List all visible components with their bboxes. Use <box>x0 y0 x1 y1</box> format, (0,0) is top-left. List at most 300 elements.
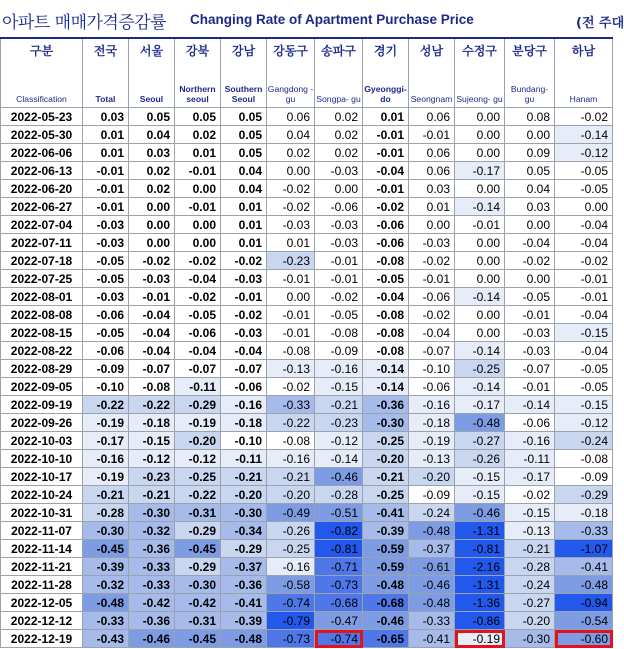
cell-gyeonggi: -0.08 <box>363 324 409 342</box>
cell-gyeonggi: -0.68 <box>363 594 409 612</box>
cell-sujeong: -0.14 <box>455 288 505 306</box>
cell-seoul: -0.46 <box>129 630 175 648</box>
cell-gyeonggi: -0.39 <box>363 522 409 540</box>
cell-total: -0.05 <box>83 270 129 288</box>
cell-bundang: 0.03 <box>505 198 555 216</box>
cell-seongnam: -0.02 <box>409 306 455 324</box>
table-row <box>1 414 613 432</box>
cell-songpa: -0.03 <box>315 162 363 180</box>
cell-gyeonggi: -0.01 <box>363 144 409 162</box>
cell-bundang: -0.28 <box>505 558 555 576</box>
row-date: 2022-05-30 <box>1 126 83 144</box>
cell-southern-seoul: 0.01 <box>221 198 267 216</box>
cell-seoul: -0.32 <box>129 522 175 540</box>
cell-seoul: 0.00 <box>129 234 175 252</box>
cell-bundang: -0.24 <box>505 576 555 594</box>
cell-hanam: -0.15 <box>555 396 613 414</box>
row-date: 2022-10-17 <box>1 468 83 486</box>
row-date: 2022-07-18 <box>1 252 83 270</box>
cell-songpa: -0.73 <box>315 576 363 594</box>
cell-northern-seoul: -0.45 <box>175 630 221 648</box>
cell-seongnam: 0.06 <box>409 144 455 162</box>
cell-northern-seoul: -0.30 <box>175 576 221 594</box>
header-en: Sujeong- gu <box>456 94 503 104</box>
header-ko: 강남 <box>231 44 256 58</box>
table-row <box>1 198 613 216</box>
header-ko: 분당구 <box>512 44 547 58</box>
cell-gyeonggi: -0.06 <box>363 234 409 252</box>
cell-gyeonggi: -0.04 <box>363 288 409 306</box>
cell-sujeong: 0.00 <box>455 234 505 252</box>
cell-songpa: -0.71 <box>315 558 363 576</box>
cell-bundang: 0.04 <box>505 180 555 198</box>
cell-northern-seoul: 0.01 <box>175 144 221 162</box>
cell-seongnam: -0.13 <box>409 450 455 468</box>
cell-total: -0.22 <box>83 396 129 414</box>
cell-hanam: -0.14 <box>555 126 613 144</box>
cell-northern-seoul: -0.02 <box>175 252 221 270</box>
table-row <box>1 306 613 324</box>
cell-gangdong: -0.25 <box>267 540 315 558</box>
cell-gangdong: -0.58 <box>267 576 315 594</box>
cell-hanam: -0.05 <box>555 180 613 198</box>
cell-songpa: -0.81 <box>315 540 363 558</box>
cell-seongnam: -0.10 <box>409 360 455 378</box>
table-row <box>1 126 613 144</box>
cell-seongnam: -0.06 <box>409 288 455 306</box>
cell-sujeong: -0.48 <box>455 414 505 432</box>
cell-total: -0.43 <box>83 630 129 648</box>
cell-gangdong: -0.23 <box>267 252 315 270</box>
header-ko: 수정구 <box>462 44 497 58</box>
row-date: 2022-10-31 <box>1 504 83 522</box>
cell-songpa: -0.51 <box>315 504 363 522</box>
header-hanam <box>555 38 613 108</box>
cell-total: -0.01 <box>83 180 129 198</box>
cell-seoul: -0.42 <box>129 594 175 612</box>
cell-seongnam: -0.06 <box>409 378 455 396</box>
cell-sujeong: -0.15 <box>455 486 505 504</box>
row-date: 2022-12-19 <box>1 630 83 648</box>
header-en: Seongnam <box>410 94 453 104</box>
row-date: 2022-06-27 <box>1 198 83 216</box>
header-en: Gyeonggi-do <box>364 84 407 104</box>
cell-seongnam: -0.19 <box>409 432 455 450</box>
cell-southern-seoul: -0.20 <box>221 486 267 504</box>
header-en: Songpa- gu <box>316 94 361 104</box>
cell-hanam: -0.12 <box>555 144 613 162</box>
row-date: 2022-12-05 <box>1 594 83 612</box>
cell-gangdong: -0.33 <box>267 396 315 414</box>
cell-gangdong: 0.00 <box>267 162 315 180</box>
cell-bundang: -0.02 <box>505 486 555 504</box>
cell-seoul: 0.00 <box>129 216 175 234</box>
cell-southern-seoul: -0.03 <box>221 324 267 342</box>
table-row <box>1 234 613 252</box>
cell-total: -0.33 <box>83 612 129 630</box>
cell-bundang: -0.20 <box>505 612 555 630</box>
cell-seongnam: -0.48 <box>409 522 455 540</box>
cell-songpa: -0.02 <box>315 288 363 306</box>
table-row <box>1 468 613 486</box>
header-bundang <box>505 38 555 108</box>
cell-southern-seoul: -0.01 <box>221 288 267 306</box>
cell-seoul: 0.04 <box>129 126 175 144</box>
cell-southern-seoul: -0.18 <box>221 414 267 432</box>
cell-bundang: -0.03 <box>505 342 555 360</box>
cell-total: -0.05 <box>83 324 129 342</box>
cell-gangdong: 0.04 <box>267 126 315 144</box>
cell-hanam: -0.04 <box>555 234 613 252</box>
header-classification-en: Classification <box>16 94 67 104</box>
cell-sujeong: -0.17 <box>455 396 505 414</box>
cell-hanam: -0.05 <box>555 360 613 378</box>
cell-southern-seoul: 0.05 <box>221 108 267 126</box>
cell-total: -0.05 <box>83 252 129 270</box>
cell-southern-seoul: -0.06 <box>221 378 267 396</box>
cell-total: -0.03 <box>83 216 129 234</box>
cell-seoul: -0.08 <box>129 378 175 396</box>
table-row <box>1 144 613 162</box>
cell-southern-seoul: -0.37 <box>221 558 267 576</box>
table-row <box>1 360 613 378</box>
cell-hanam: -0.02 <box>555 252 613 270</box>
cell-southern-seoul: 0.05 <box>221 144 267 162</box>
cell-southern-seoul: -0.36 <box>221 576 267 594</box>
header-ko: 서울 <box>139 44 164 58</box>
cell-hanam: -0.33 <box>555 522 613 540</box>
cell-southern-seoul: -0.04 <box>221 342 267 360</box>
cell-songpa: -0.23 <box>315 414 363 432</box>
cell-gyeonggi: -0.59 <box>363 558 409 576</box>
cell-southern-seoul: 0.04 <box>221 180 267 198</box>
cell-seongnam: -0.41 <box>409 630 455 648</box>
cell-gyeonggi: -0.08 <box>363 342 409 360</box>
cell-total: -0.06 <box>83 342 129 360</box>
cell-gangdong: -0.02 <box>267 198 315 216</box>
cell-northern-seoul: -0.42 <box>175 594 221 612</box>
cell-hanam: -0.15 <box>555 324 613 342</box>
cell-bundang: -0.07 <box>505 360 555 378</box>
cell-gyeonggi: -0.06 <box>363 216 409 234</box>
cell-seongnam: -0.04 <box>409 324 455 342</box>
cell-sujeong: -0.27 <box>455 432 505 450</box>
cell-gangdong: -0.08 <box>267 342 315 360</box>
cell-sujeong: 0.00 <box>455 108 505 126</box>
header-seongnam <box>409 38 455 108</box>
cell-gangdong: -0.01 <box>267 306 315 324</box>
table-row <box>1 612 613 630</box>
cell-northern-seoul: -0.11 <box>175 378 221 396</box>
cell-sujeong: -0.25 <box>455 360 505 378</box>
cell-bundang: -0.06 <box>505 414 555 432</box>
cell-total: -0.32 <box>83 576 129 594</box>
row-date: 2022-06-20 <box>1 180 83 198</box>
table-row <box>1 594 613 612</box>
cell-total: -0.01 <box>83 198 129 216</box>
cell-southern-seoul: -0.03 <box>221 270 267 288</box>
cell-songpa: -0.01 <box>315 270 363 288</box>
cell-seoul: -0.03 <box>129 270 175 288</box>
cell-bundang: -0.17 <box>505 468 555 486</box>
cell-gangdong: -0.16 <box>267 558 315 576</box>
cell-gyeonggi: -0.05 <box>363 270 409 288</box>
cell-hanam: -0.18 <box>555 504 613 522</box>
cell-songpa: -0.21 <box>315 396 363 414</box>
row-date: 2022-10-10 <box>1 450 83 468</box>
cell-seongnam: 0.00 <box>409 216 455 234</box>
cell-sujeong: -0.14 <box>455 378 505 396</box>
cell-bundang: -0.14 <box>505 396 555 414</box>
cell-northern-seoul: -0.07 <box>175 360 221 378</box>
cell-gyeonggi: -0.25 <box>363 432 409 450</box>
cell-total: -0.06 <box>83 306 129 324</box>
cell-northern-seoul: -0.04 <box>175 342 221 360</box>
header-ko: 강북 <box>185 44 210 58</box>
row-date: 2022-06-13 <box>1 162 83 180</box>
cell-northern-seoul: -0.22 <box>175 486 221 504</box>
cell-seongnam: -0.03 <box>409 234 455 252</box>
header-row <box>1 38 613 108</box>
cell-hanam: -0.48 <box>555 576 613 594</box>
cell-gangdong: -0.74 <box>267 594 315 612</box>
cell-seongnam: -0.18 <box>409 414 455 432</box>
price-change-table <box>0 37 613 648</box>
cell-northern-seoul: 0.00 <box>175 216 221 234</box>
cell-songpa: 0.02 <box>315 144 363 162</box>
header-classification-ko: 구분 <box>29 44 54 58</box>
header-ko: 경기 <box>373 44 398 58</box>
cell-northern-seoul: -0.25 <box>175 468 221 486</box>
cell-southern-seoul: -0.16 <box>221 396 267 414</box>
header-ko: 하남 <box>571 44 596 58</box>
cell-gangdong: -0.02 <box>267 180 315 198</box>
cell-bundang: -0.01 <box>505 378 555 396</box>
cell-hanam: -0.60 <box>555 630 613 648</box>
cell-total: 0.03 <box>83 108 129 126</box>
cell-hanam: -0.01 <box>555 270 613 288</box>
cell-seongnam: -0.46 <box>409 576 455 594</box>
cell-sujeong: -0.81 <box>455 540 505 558</box>
cell-gyeonggi: -0.48 <box>363 576 409 594</box>
cell-sujeong: -0.19 <box>455 630 505 648</box>
cell-seoul: -0.23 <box>129 468 175 486</box>
cell-seoul: -0.01 <box>129 288 175 306</box>
cell-sujeong: 0.00 <box>455 306 505 324</box>
cell-seongnam: -0.24 <box>409 504 455 522</box>
cell-hanam: -0.08 <box>555 450 613 468</box>
header-northern-seoul <box>175 38 221 108</box>
cell-northern-seoul: -0.31 <box>175 504 221 522</box>
cell-seoul: -0.33 <box>129 576 175 594</box>
table-row <box>1 450 613 468</box>
row-date: 2022-05-23 <box>1 108 83 126</box>
cell-bundang: -0.16 <box>505 432 555 450</box>
table-row <box>1 558 613 576</box>
cell-gangdong: -0.73 <box>267 630 315 648</box>
cell-seoul: -0.02 <box>129 252 175 270</box>
cell-seongnam: -0.61 <box>409 558 455 576</box>
header-sujeong <box>455 38 505 108</box>
row-date: 2022-11-14 <box>1 540 83 558</box>
cell-gyeonggi: -0.02 <box>363 198 409 216</box>
cell-seongnam: 0.01 <box>409 198 455 216</box>
table-row <box>1 270 613 288</box>
cell-sujeong: -2.16 <box>455 558 505 576</box>
header-en: Gangdong -gu <box>267 84 314 104</box>
row-date: 2022-09-26 <box>1 414 83 432</box>
cell-northern-seoul: -0.45 <box>175 540 221 558</box>
row-date: 2022-11-21 <box>1 558 83 576</box>
cell-gyeonggi: -0.25 <box>363 486 409 504</box>
cell-bundang: -0.02 <box>505 252 555 270</box>
cell-songpa: -0.09 <box>315 342 363 360</box>
cell-seoul: -0.18 <box>129 414 175 432</box>
cell-hanam: -0.04 <box>555 342 613 360</box>
header-en: Southern Seoul <box>224 84 263 104</box>
row-date: 2022-09-19 <box>1 396 83 414</box>
table-row <box>1 108 613 126</box>
cell-seoul: -0.33 <box>129 558 175 576</box>
cell-total: -0.21 <box>83 486 129 504</box>
cell-total: -0.17 <box>83 432 129 450</box>
cell-total: -0.39 <box>83 558 129 576</box>
row-date: 2022-07-25 <box>1 270 83 288</box>
header-en: Northern seoul <box>179 84 216 104</box>
header-ko: 전국 <box>93 44 118 58</box>
cell-hanam: -0.29 <box>555 486 613 504</box>
cell-bundang: -0.11 <box>505 450 555 468</box>
cell-total: -0.19 <box>83 468 129 486</box>
cell-gyeonggi: -0.01 <box>363 180 409 198</box>
cell-sujeong: 0.00 <box>455 126 505 144</box>
cell-sujeong: 0.00 <box>455 324 505 342</box>
header-ko: 성남 <box>419 44 444 58</box>
table-row <box>1 288 613 306</box>
cell-gangdong: -0.22 <box>267 414 315 432</box>
header-songpa <box>315 38 363 108</box>
cell-total: -0.09 <box>83 360 129 378</box>
cell-hanam: -0.24 <box>555 432 613 450</box>
cell-total: -0.48 <box>83 594 129 612</box>
cell-gyeonggi: -0.14 <box>363 360 409 378</box>
cell-northern-seoul: -0.06 <box>175 324 221 342</box>
cell-sujeong: 0.00 <box>455 252 505 270</box>
cell-seoul: -0.21 <box>129 486 175 504</box>
cell-seoul: -0.30 <box>129 504 175 522</box>
cell-northern-seoul: -0.20 <box>175 432 221 450</box>
cell-seoul: 0.05 <box>129 108 175 126</box>
row-date: 2022-10-03 <box>1 432 83 450</box>
cell-gyeonggi: -0.08 <box>363 306 409 324</box>
table-row <box>1 342 613 360</box>
cell-gyeonggi: -0.36 <box>363 396 409 414</box>
cell-songpa: -0.08 <box>315 324 363 342</box>
header-gangdong <box>267 38 315 108</box>
cell-southern-seoul: -0.34 <box>221 522 267 540</box>
cell-northern-seoul: -0.29 <box>175 558 221 576</box>
cell-sujeong: -0.01 <box>455 216 505 234</box>
cell-sujeong: -1.31 <box>455 576 505 594</box>
cell-hanam: -1.07 <box>555 540 613 558</box>
cell-bundang: -0.03 <box>505 324 555 342</box>
table-body <box>1 108 613 648</box>
cell-bundang: 0.00 <box>505 270 555 288</box>
cell-seongnam: -0.02 <box>409 252 455 270</box>
cell-northern-seoul: -0.01 <box>175 162 221 180</box>
cell-gangdong: -0.26 <box>267 522 315 540</box>
cell-total: -0.01 <box>83 162 129 180</box>
cell-total: -0.19 <box>83 414 129 432</box>
title-english: Changing Rate of Apartment Purchase Price <box>190 12 474 27</box>
cell-bundang: 0.09 <box>505 144 555 162</box>
cell-hanam: -0.02 <box>555 108 613 126</box>
table-row <box>1 522 613 540</box>
cell-southern-seoul: 0.04 <box>221 162 267 180</box>
cell-gangdong: -0.79 <box>267 612 315 630</box>
row-date: 2022-08-29 <box>1 360 83 378</box>
row-date: 2022-09-05 <box>1 378 83 396</box>
cell-northern-seoul: -0.05 <box>175 306 221 324</box>
cell-southern-seoul: 0.01 <box>221 234 267 252</box>
header-total <box>83 38 129 108</box>
cell-southern-seoul: -0.41 <box>221 594 267 612</box>
cell-sujeong: -0.46 <box>455 504 505 522</box>
cell-gangdong: -0.49 <box>267 504 315 522</box>
cell-gangdong: -0.08 <box>267 432 315 450</box>
cell-gyeonggi: 0.01 <box>363 108 409 126</box>
cell-sujeong: 0.00 <box>455 270 505 288</box>
header-en: Hanam <box>569 94 598 104</box>
header-southern-seoul <box>221 38 267 108</box>
cell-total: 0.01 <box>83 144 129 162</box>
cell-sujeong: 0.00 <box>455 144 505 162</box>
cell-southern-seoul: -0.11 <box>221 450 267 468</box>
cell-southern-seoul: -0.29 <box>221 540 267 558</box>
cell-bundang: 0.00 <box>505 216 555 234</box>
cell-gyeonggi: -0.20 <box>363 450 409 468</box>
row-date: 2022-06-06 <box>1 144 83 162</box>
table-row <box>1 432 613 450</box>
cell-gyeonggi: -0.01 <box>363 126 409 144</box>
cell-total: -0.30 <box>83 522 129 540</box>
cell-songpa: 0.02 <box>315 126 363 144</box>
row-date: 2022-08-22 <box>1 342 83 360</box>
header-en: Bundang- gu <box>510 84 549 104</box>
cell-sujeong: -0.14 <box>455 342 505 360</box>
row-date: 2022-07-11 <box>1 234 83 252</box>
cell-bundang: 0.00 <box>505 126 555 144</box>
cell-seongnam: -0.16 <box>409 396 455 414</box>
cell-hanam: -0.04 <box>555 306 613 324</box>
cell-seoul: 0.00 <box>129 198 175 216</box>
cell-gangdong: -0.01 <box>267 324 315 342</box>
table-row <box>1 216 613 234</box>
cell-seoul: -0.07 <box>129 360 175 378</box>
row-date: 2022-11-28 <box>1 576 83 594</box>
cell-gangdong: -0.16 <box>267 450 315 468</box>
cell-seoul: -0.04 <box>129 324 175 342</box>
cell-total: -0.28 <box>83 504 129 522</box>
cell-seoul: -0.22 <box>129 396 175 414</box>
cell-bundang: -0.21 <box>505 540 555 558</box>
cell-seongnam: -0.01 <box>409 270 455 288</box>
row-date: 2022-08-15 <box>1 324 83 342</box>
cell-gangdong: 0.01 <box>267 234 315 252</box>
cell-total: -0.45 <box>83 540 129 558</box>
cell-sujeong: -1.31 <box>455 522 505 540</box>
cell-northern-seoul: -0.19 <box>175 414 221 432</box>
